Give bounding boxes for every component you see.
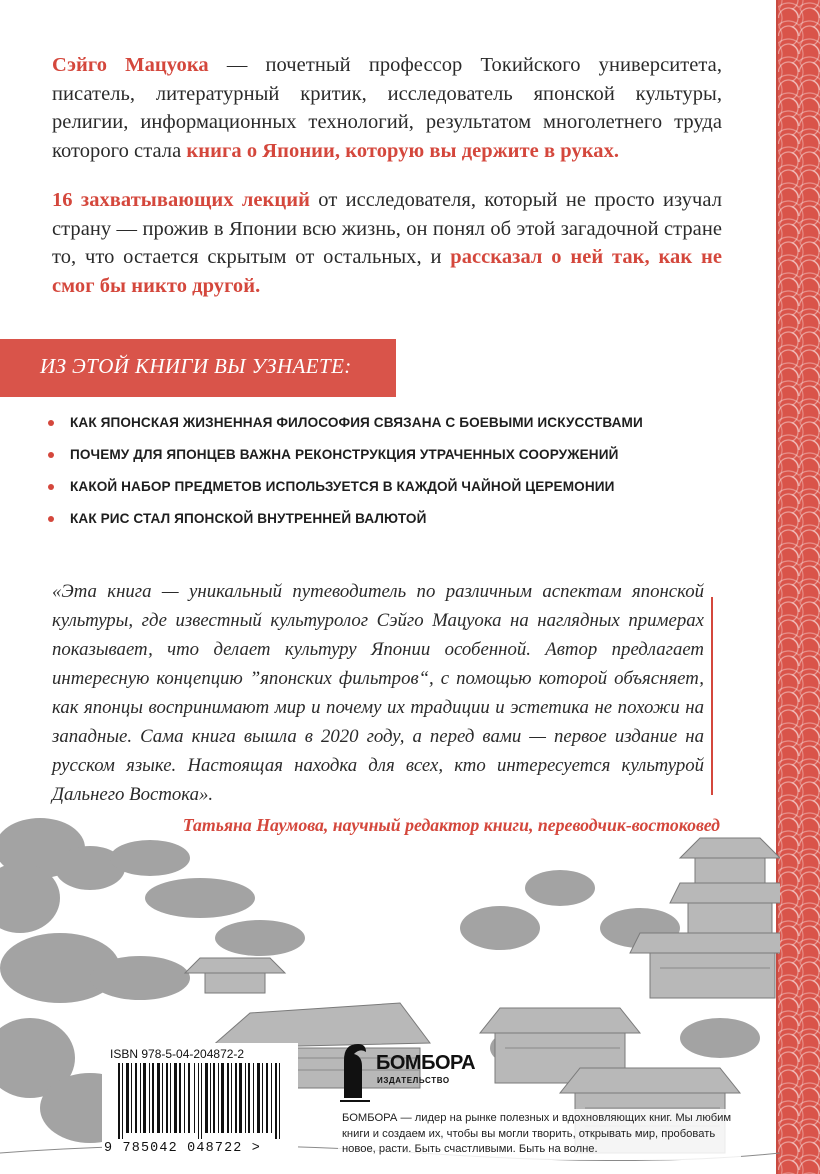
isbn-barcode-block (102, 1043, 298, 1161)
lectures-highlight-a: 16 захватывающих лекций (52, 189, 310, 211)
list-item (48, 476, 738, 508)
bullet-dot-icon (48, 484, 54, 490)
isbn-label: ISBN 978-5-04-204872-2 (110, 1047, 245, 1061)
publisher-logo (340, 1036, 476, 1106)
list-item-text: КАКОЙ НАБОР ПРЕДМЕТОВ ИСПОЛЬЗУЕТСЯ В КАЖДОЙ ЧАЙНОЙ ЦЕРЕМОНИИ (70, 479, 615, 494)
intro-text: — почетный профессор Токийского университета, писатель, литературный критик, исследователь японской культуры, религии, информационных технологий, результатом многолетнего труда которого стала (52, 54, 722, 162)
list-item (48, 412, 738, 444)
list-item (48, 508, 738, 540)
publisher-name: БОМБОРА (376, 1052, 476, 1074)
bullet-dot-icon (48, 420, 54, 426)
editor-quote: «Эта книга — уникальный путеводитель по различным аспектам японской культуры, где известный культуролог Сэйго Мацуока на наглядных примерах показывает, что делает культуру Японии особенной. Автор предлагает интересную концепцию ”японских фильтров“, с помощью которой объясняет, как японцы воспринимают мир и почему их традиции и эстетика не похожи на западные. Сама книга вышла в 2020 году, а перед вами — первое издание на русском языке. Настоящая находка для всех, кто интересуется культурой Дальнего Востока». (52, 581, 704, 805)
bullet-dot-icon (48, 452, 54, 458)
barcode-icon (108, 1063, 294, 1139)
decorative-wave-strip (778, 0, 820, 1174)
list-item-text: КАК ЯПОНСКАЯ ЖИЗНЕННАЯ ФИЛОСОФИЯ СВЯЗАНА С БОЕВЫМИ ИСКУССТВАМИ (70, 415, 643, 430)
lectures-paragraph (52, 186, 722, 300)
banner-title: ИЗ ЭТОЙ КНИГИ ВЫ УЗНАЕТЕ: (40, 354, 352, 378)
lectures-text: от исследователя, который не просто изучал страну — прожив в Японии всю жизнь, он понял об этой загадочной стране то, что остается скрытым от остальных, и (52, 189, 722, 268)
lectures-highlight-b: рассказал о ней так, как не смог бы никто другой. (52, 246, 722, 297)
learn-list (48, 412, 738, 540)
list-item (48, 444, 738, 476)
bombora-wave-logo-icon (340, 1038, 370, 1102)
quote-attribution: Татьяна Наумова, научный редактор книги, переводчик-востоковед (182, 815, 720, 835)
intro-highlight: книга о Японии, которую вы держите в руках. (186, 139, 620, 162)
bullet-dot-icon (48, 516, 54, 522)
barcode-digits: 9 785042 048722 > (104, 1141, 262, 1156)
publisher-blurb: БОМБОРА — лидер на рынке полезных и вдохновляющих книг. Мы любим книги и создаем их, чтобы вы могли творить, открывать мир, пробовать новое, расти. Быть счастливыми. Быть на волне. (338, 1109, 741, 1160)
publisher-subtitle: ИЗДАТЕЛЬСТВО (377, 1076, 450, 1085)
list-item-text: ПОЧЕМУ ДЛЯ ЯПОНЦЕВ ВАЖНА РЕКОНСТРУКЦИЯ УТРАЧЕННЫХ СООРУЖЕНИЙ (70, 447, 619, 462)
quote-accent-bar (711, 597, 713, 795)
author-intro (52, 51, 722, 165)
learn-banner (0, 339, 396, 397)
author-name: Сэйго Мацуока (52, 54, 209, 76)
list-item-text: КАК РИС СТАЛ ЯПОНСКОЙ ВНУТРЕННЕЙ ВАЛЮТОЙ (70, 511, 427, 526)
